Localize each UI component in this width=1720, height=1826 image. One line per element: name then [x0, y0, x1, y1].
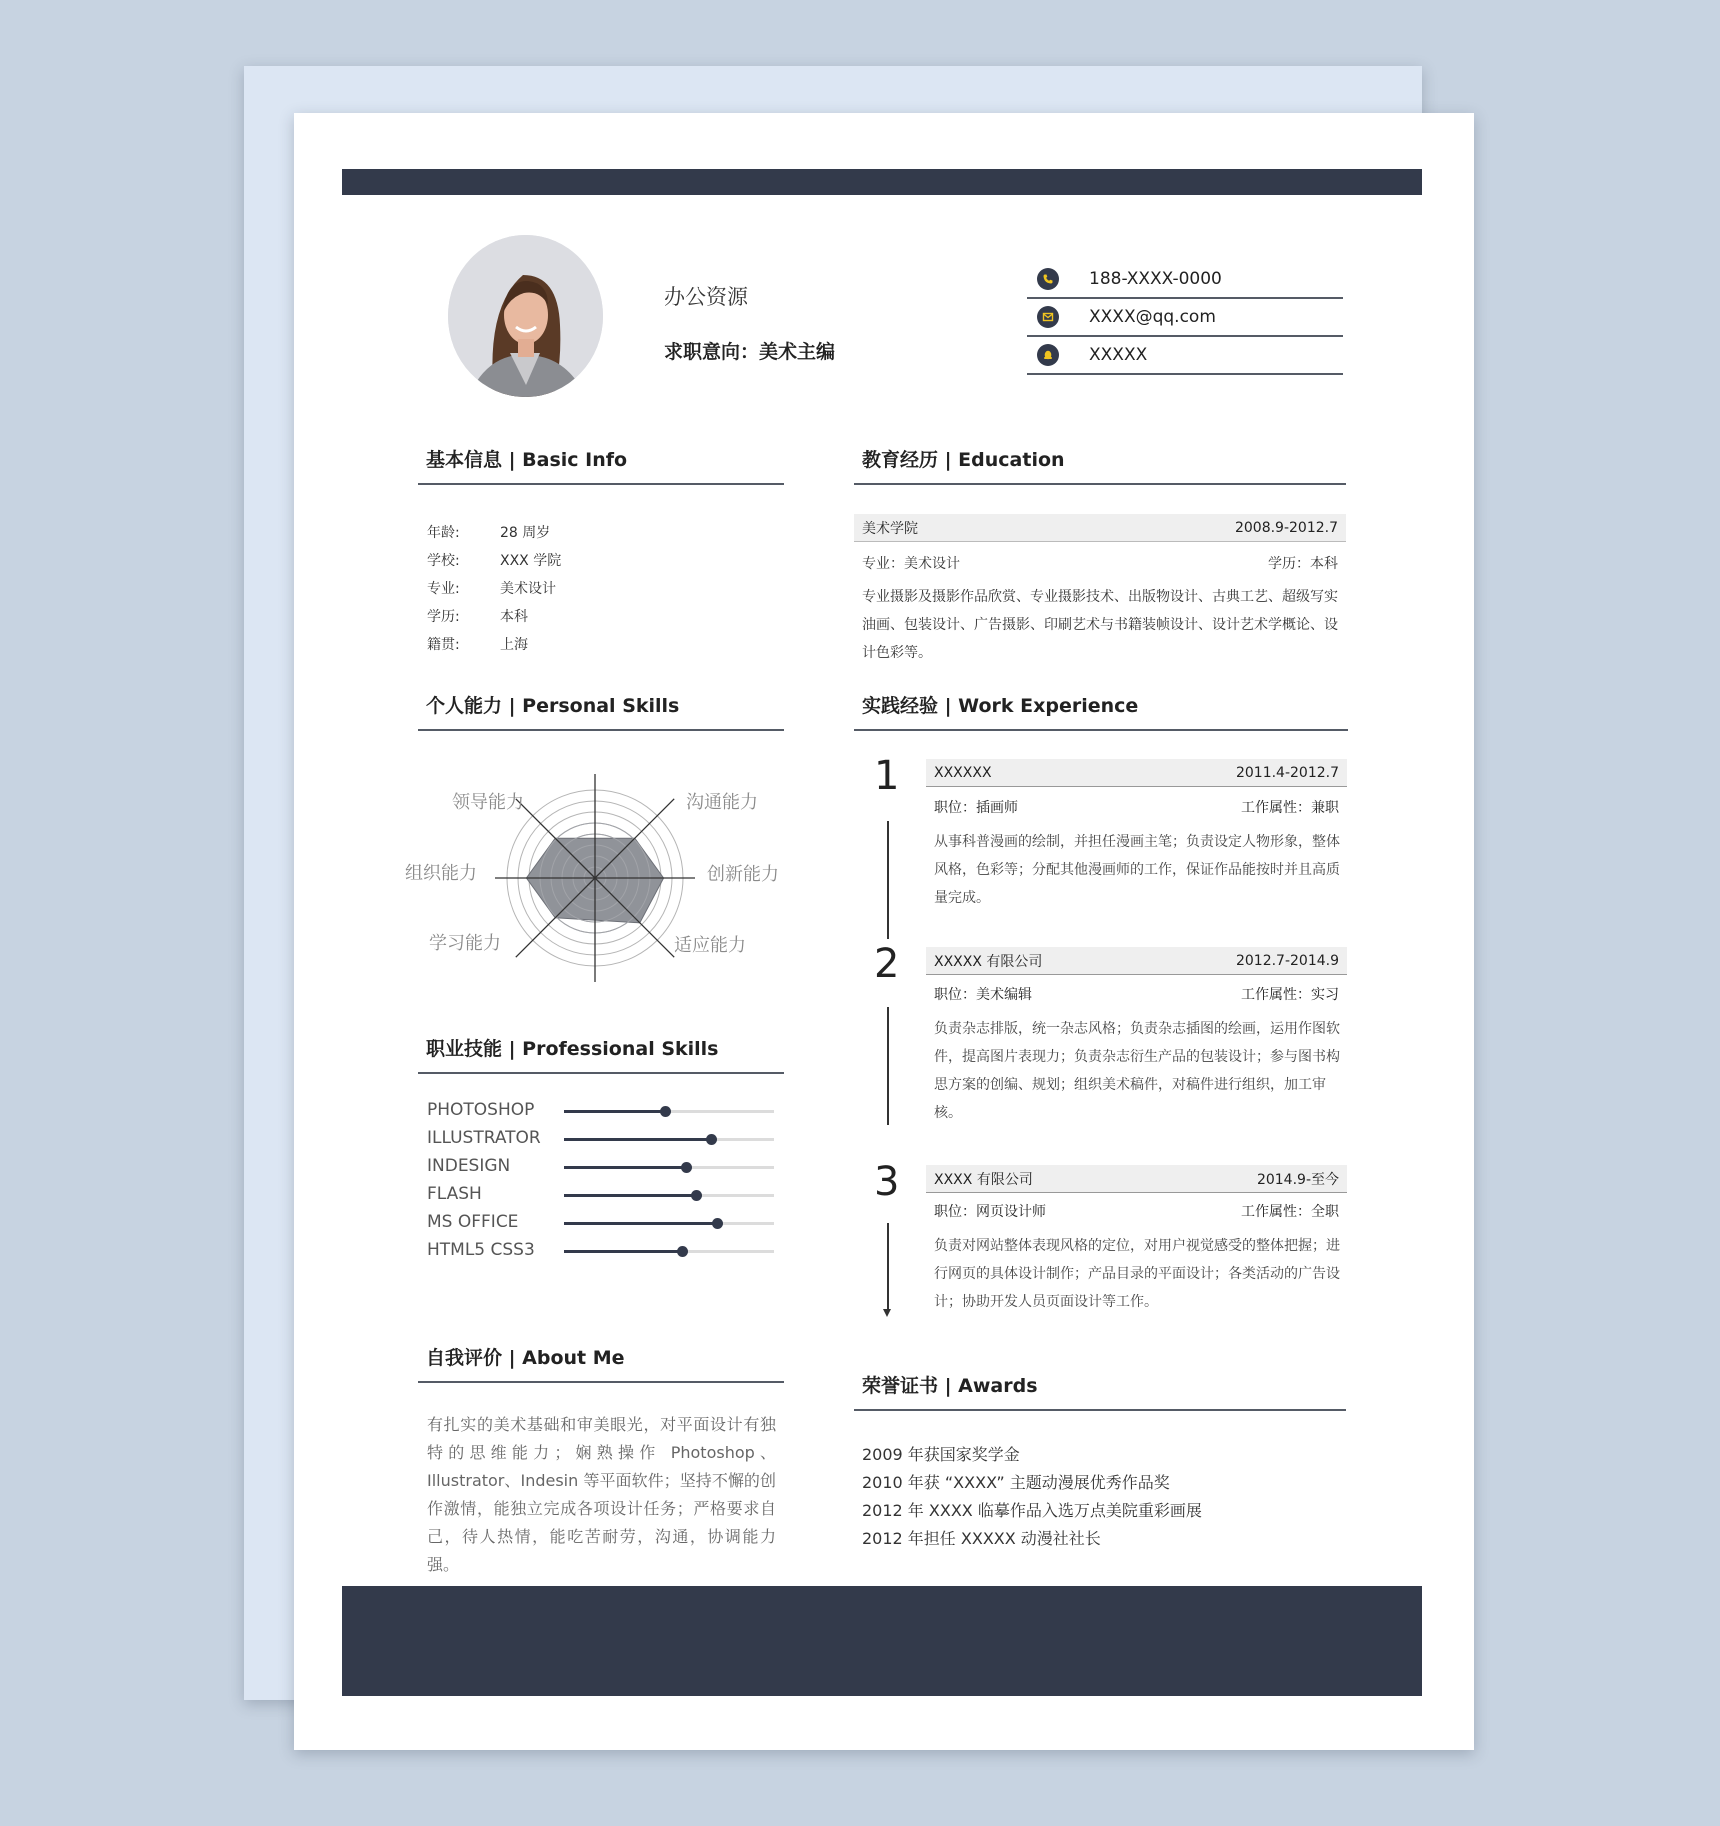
skill-track	[564, 1110, 774, 1113]
basic-info-row	[427, 546, 561, 574]
skill-fill	[564, 1110, 665, 1113]
award-item: 2010 年获 “XXXX” 主题动漫展优秀作品奖	[862, 1473, 1170, 1492]
skill-track	[564, 1166, 774, 1169]
education-period: 2008.9-2012.7	[1234, 519, 1338, 536]
section-professional-skills	[418, 1034, 784, 1074]
skill-name: MS OFFICE	[427, 1212, 519, 1232]
portrait-image	[448, 235, 603, 397]
skill-fill	[564, 1194, 696, 1197]
education-meta	[862, 553, 1338, 573]
experience-number: 2	[874, 941, 900, 987]
contact-phone-text: 188-XXXX-0000	[1089, 269, 1222, 289]
basic-info-label: 专业:	[427, 581, 460, 597]
skill-name: FLASH	[427, 1184, 482, 1204]
section-professional-skills-title: 职业技能 | Professional Skills	[426, 1038, 719, 1060]
avatar	[448, 235, 603, 397]
skill-track	[564, 1250, 774, 1253]
qq-icon	[1037, 344, 1059, 366]
experience-header	[926, 1165, 1347, 1193]
experience-company: XXXXXX	[934, 764, 992, 781]
section-work-experience	[854, 691, 1348, 731]
section-about-me-title: 自我评价 | About Me	[426, 1347, 625, 1369]
contact-list	[1027, 261, 1343, 375]
experience-period: 2014.9-至今	[1256, 1171, 1339, 1188]
radar-label: 组织能力	[405, 863, 477, 884]
skill-row	[427, 1182, 797, 1210]
radar-label: 领导能力	[452, 792, 524, 813]
job-intent-label: 求职意向：	[664, 341, 760, 363]
section-awards	[854, 1371, 1346, 1411]
skill-name: INDESIGN	[427, 1156, 511, 1176]
skill-bars	[427, 1098, 797, 1266]
radar-label: 创新能力	[707, 864, 779, 885]
timeline-line	[887, 821, 889, 939]
basic-info-list	[427, 518, 561, 658]
section-about-me	[418, 1343, 784, 1383]
experience-description: 负责对网站整体表现风格的定位，对用户视觉感受的整体把握；进行网页的具体设计制作；产品目录的平面设计；各类活动的广告设计；协助开发人员页面设计等工作。	[934, 1238, 1340, 1310]
skill-track	[564, 1222, 774, 1225]
candidate-name: 办公资源	[664, 285, 748, 309]
contact-phone	[1027, 261, 1343, 299]
skill-knob	[706, 1134, 717, 1145]
timeline-line	[887, 1223, 889, 1311]
experience-meta	[934, 797, 1339, 817]
skill-fill	[564, 1138, 711, 1141]
timeline-arrow-icon	[883, 1309, 891, 1317]
awards-list	[862, 1441, 1202, 1553]
radar-label: 学习能力	[429, 933, 501, 954]
skill-knob	[712, 1218, 723, 1229]
education-header	[854, 514, 1346, 542]
skill-knob	[660, 1106, 671, 1117]
section-awards-title: 荣誉证书 | Awards	[862, 1375, 1038, 1397]
basic-info-value: XXX 学院	[500, 553, 562, 569]
award-item: 2012 年 XXXX 临摹作品入选万点美院重彩画展	[862, 1501, 1202, 1520]
experience-header	[926, 759, 1347, 787]
job-intent-value: 美术主编	[759, 341, 836, 363]
experience-company: XXXXX 有限公司	[934, 953, 1043, 970]
skill-name: PHOTOSHOP	[427, 1100, 535, 1120]
education-degree: 学历：本科	[1268, 556, 1338, 572]
skill-knob	[677, 1246, 688, 1257]
skill-knob	[691, 1190, 702, 1201]
radar-label: 适应能力	[674, 935, 746, 956]
basic-info-label: 年龄:	[427, 525, 460, 541]
experience-type: 工作属性：全职	[1241, 1204, 1339, 1220]
skill-row	[427, 1238, 797, 1266]
experience-header	[926, 947, 1347, 975]
skill-fill	[564, 1222, 717, 1225]
contact-qq-text: XXXXX	[1089, 345, 1148, 365]
basic-info-row	[427, 602, 561, 630]
experience-number: 1	[874, 753, 900, 799]
basic-info-row	[427, 630, 561, 658]
basic-info-row	[427, 518, 561, 546]
experience-meta	[934, 1201, 1339, 1221]
basic-info-label: 学历:	[427, 609, 460, 625]
top-banner	[342, 169, 1422, 195]
experience-company: XXXX 有限公司	[934, 1171, 1033, 1188]
basic-info-value: 美术设计	[500, 581, 556, 597]
basic-info-label: 籍贯:	[427, 637, 460, 653]
experience-position: 职位：美术编辑	[934, 987, 1032, 1003]
section-personal-skills	[418, 691, 784, 731]
experience-type: 工作属性：兼职	[1241, 800, 1339, 816]
experience-period: 2012.7-2014.9	[1235, 952, 1339, 969]
education-school: 美术学院	[862, 520, 918, 537]
radar-label: 沟通能力	[686, 792, 758, 813]
contact-qq	[1027, 337, 1343, 375]
section-basic-info	[418, 445, 784, 485]
experience-period: 2011.4-2012.7	[1235, 764, 1339, 781]
mail-icon	[1037, 306, 1059, 328]
experience-number: 3	[874, 1159, 900, 1205]
basic-info-row	[427, 574, 561, 602]
section-work-experience-title: 实践经验 | Work Experience	[862, 695, 1139, 717]
experience-type: 工作属性：实习	[1241, 987, 1339, 1003]
skill-knob	[681, 1162, 692, 1173]
basic-info-label: 学校:	[427, 553, 460, 569]
award-item: 2012 年担任 XXXXX 动漫社社长	[862, 1529, 1101, 1548]
experience-meta	[934, 984, 1339, 1004]
basic-info-value: 本科	[500, 609, 528, 625]
bottom-banner	[342, 1586, 1422, 1696]
timeline-line	[887, 1007, 889, 1125]
basic-info-value: 28 周岁	[500, 525, 551, 541]
contact-email-text: XXXX@qq.com	[1089, 307, 1216, 327]
skill-track	[564, 1138, 774, 1141]
skill-row	[427, 1210, 797, 1238]
experience-position: 职位：网页设计师	[934, 1204, 1046, 1220]
phone-icon	[1037, 268, 1059, 290]
education-major: 专业：美术设计	[862, 556, 960, 572]
basic-info-value: 上海	[500, 637, 528, 653]
skill-row	[427, 1154, 797, 1182]
section-personal-skills-title: 个人能力 | Personal Skills	[426, 695, 680, 717]
skill-name: HTML5 CSS3	[427, 1240, 535, 1260]
education-description: 专业摄影及摄影作品欣赏、专业摄影技术、出版物设计、古典工艺、超级写实油画、包装设计、广告摄影、印刷艺术与书籍装帧设计、设计艺术学概论、设计色彩等。	[862, 589, 1338, 661]
award-item: 2009 年获国家奖学金	[862, 1445, 1020, 1464]
skill-name: ILLUSTRATOR	[427, 1128, 541, 1148]
section-education-title: 教育经历 | Education	[862, 449, 1065, 471]
section-education	[854, 445, 1346, 485]
experience-position: 职位：插画师	[934, 800, 1018, 816]
skill-fill	[564, 1250, 682, 1253]
job-intent	[664, 337, 835, 364]
section-basic-info-title: 基本信息 | Basic Info	[426, 449, 628, 471]
skill-track	[564, 1194, 774, 1197]
about-me-text: 有扎实的美术基础和审美眼光，对平面设计有独特的思维能力；娴熟操作 Photoshop、Illustrator、Indesin 等平面软件；坚持不懈的创作激情，能独立完成各项设计任务；严格要求自己，待人热情，能吃苦耐劳，沟通，协调能力强。	[427, 1415, 776, 1574]
experience-description: 从事科普漫画的绘制，并担任漫画主笔；负责设定人物形象，整体风格，色彩等；分配其他漫画师的工作，保证作品能按时并且高质量完成。	[934, 834, 1340, 906]
skill-row	[427, 1098, 797, 1126]
skill-row	[427, 1126, 797, 1154]
resume-sheet	[294, 113, 1474, 1750]
skill-fill	[564, 1166, 686, 1169]
experience-description: 负责杂志排版，统一杂志风格；负责杂志插图的绘画，运用作图软件，提高图片表现力；负责杂志衍生产品的包装设计；参与图书构思方案的创编、规划；组织美术稿件，对稿件进行组织，加工审核。	[934, 1021, 1340, 1121]
contact-email	[1027, 299, 1343, 337]
